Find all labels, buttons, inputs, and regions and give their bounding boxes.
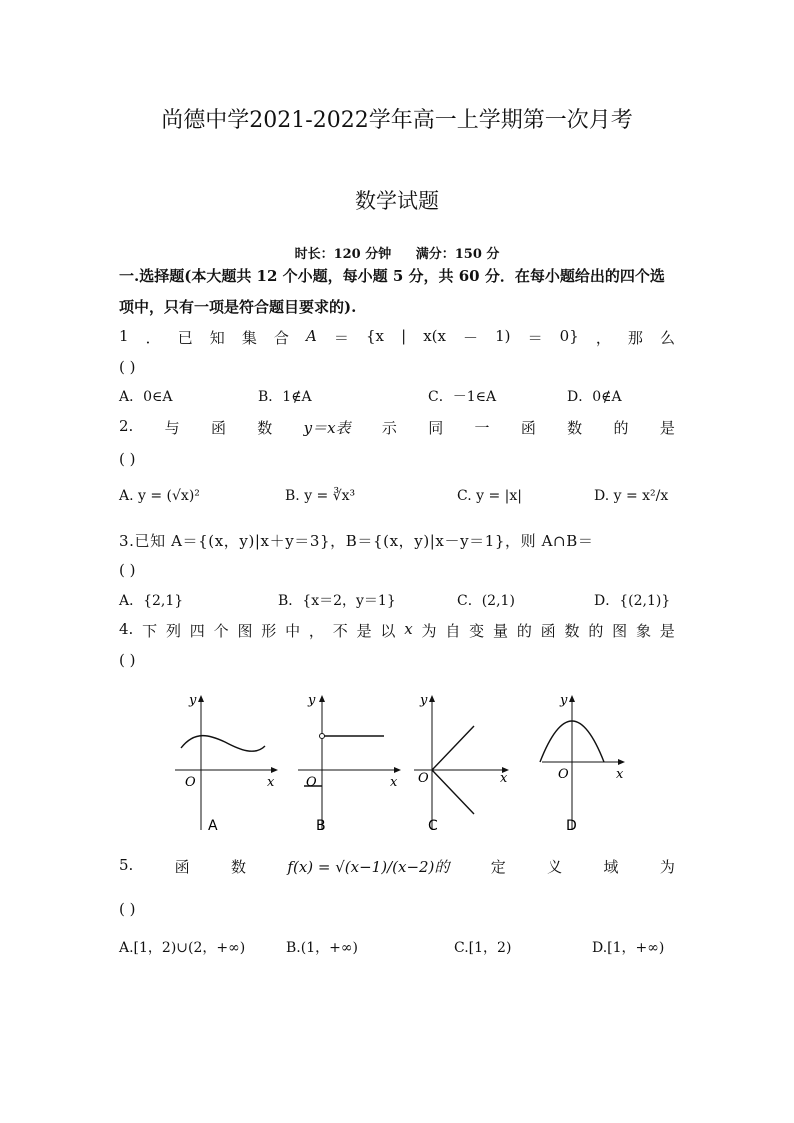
q5-stem: 5. 函 数 f(x) = √(x−1)/(x−2)的 定 义 域 为 <box>119 856 675 876</box>
x-axis-label: x <box>390 775 398 790</box>
origin-label: O <box>558 767 569 782</box>
x-axis-label: x <box>616 767 624 782</box>
exam-score: 满分：150 分 <box>415 247 500 262</box>
curve-a <box>181 736 265 752</box>
q2-option-a: A. y = (√x)² <box>119 488 200 504</box>
q3-option-c: C．(2,1) <box>457 593 515 609</box>
q2-option-c: C. y = |x| <box>457 488 522 504</box>
exam-meta <box>0 243 794 262</box>
q4-graph-a <box>175 690 285 840</box>
q1-stem: 1 ． 已 知 集 合 A ＝ {x | x(x － 1) ＝ 0} ， 那 么 <box>119 327 675 347</box>
y-axis-arrow-icon <box>319 695 325 702</box>
q1-option-a: A．0∈A <box>119 389 173 405</box>
section-heading-line2: 项中，只有一项是符合题目要求的). <box>119 298 357 316</box>
q2-answer-paren: ( ) <box>119 450 136 468</box>
exam-duration: 时长：120 分钟 <box>294 247 392 262</box>
x-axis-label: x <box>500 771 508 786</box>
graph-label-d: D <box>566 818 577 834</box>
q5-answer-paren: ( ) <box>119 900 136 918</box>
q3-option-a: A．{2,1} <box>119 593 184 609</box>
q4-stem: 4. 下 列 四 个 图 形 中 ， 不 是 以 x 为 自 变 量 的 函 数 的 图 象 是 <box>119 620 675 640</box>
q1-option-b: B．1∉A <box>258 389 312 405</box>
origin-label: O <box>306 775 317 790</box>
origin-label: O <box>185 775 196 790</box>
q3-option-d: D．{(2,1)} <box>594 593 671 609</box>
q5-option-a: A.[1，2)∪(2，+∞) <box>119 940 246 956</box>
graph-label-c: C <box>428 818 438 834</box>
open-point <box>320 734 325 739</box>
q3-stem: 3.已知 A＝{(x，y)|x＋y＝3}，B＝{(x，y)|x－y＝1}，则 A∩B＝ <box>119 532 594 550</box>
x-axis-label: x <box>267 775 275 790</box>
q3-option-b: B．{x＝2，y＝1} <box>278 593 396 609</box>
exam-title: 尚德中学2021-2022学年高一上学期第一次月考 <box>161 108 633 133</box>
y-axis-arrow-icon <box>569 695 575 702</box>
q1-option-c: C．－1∈A <box>428 389 497 405</box>
x-axis-arrow-icon <box>618 759 625 765</box>
y-axis-label: y <box>560 693 568 708</box>
graph-label-a: A <box>208 818 218 834</box>
origin-label: O <box>418 771 429 786</box>
q2-option-b: B. y = ∛x³ <box>285 488 356 504</box>
q4-graph-b <box>298 690 408 840</box>
y-axis-label: y <box>308 693 316 708</box>
q4-graph-c <box>410 690 520 840</box>
graph-label-b: B <box>316 818 326 834</box>
q5-option-d: D.[1，+∞) <box>592 940 665 956</box>
upper-ray <box>432 726 474 770</box>
q3-answer-paren: ( ) <box>119 561 136 579</box>
y-axis-label: y <box>189 693 197 708</box>
q5-option-b: B.(1，+∞) <box>286 940 358 956</box>
y-axis-arrow-icon <box>429 695 435 702</box>
q4-answer-paren: ( ) <box>119 651 136 669</box>
lower-ray <box>432 770 474 814</box>
y-axis-arrow-icon <box>198 695 204 702</box>
q4-graph-d <box>538 690 648 840</box>
x-axis-arrow-icon <box>271 767 278 773</box>
exam-subject: 数学试题 <box>355 189 439 213</box>
q2-option-d: D. y = x²/x <box>594 488 669 504</box>
q5-option-c: C.[1，2) <box>454 940 512 956</box>
y-axis-label: y <box>420 693 428 708</box>
section-heading-line1: 一.选择题(本大题共 12 个小题，每小题 5 分，共 60 分．在每小题给出的四个选 <box>119 267 665 285</box>
x-axis-arrow-icon <box>394 767 401 773</box>
q1-answer-paren: ( ) <box>119 358 136 376</box>
q2-stem: 2. 与 函 数 y＝x表 示 同 一 函 数 的 是 <box>119 417 675 437</box>
q1-option-d: D．0∉A <box>567 389 622 405</box>
